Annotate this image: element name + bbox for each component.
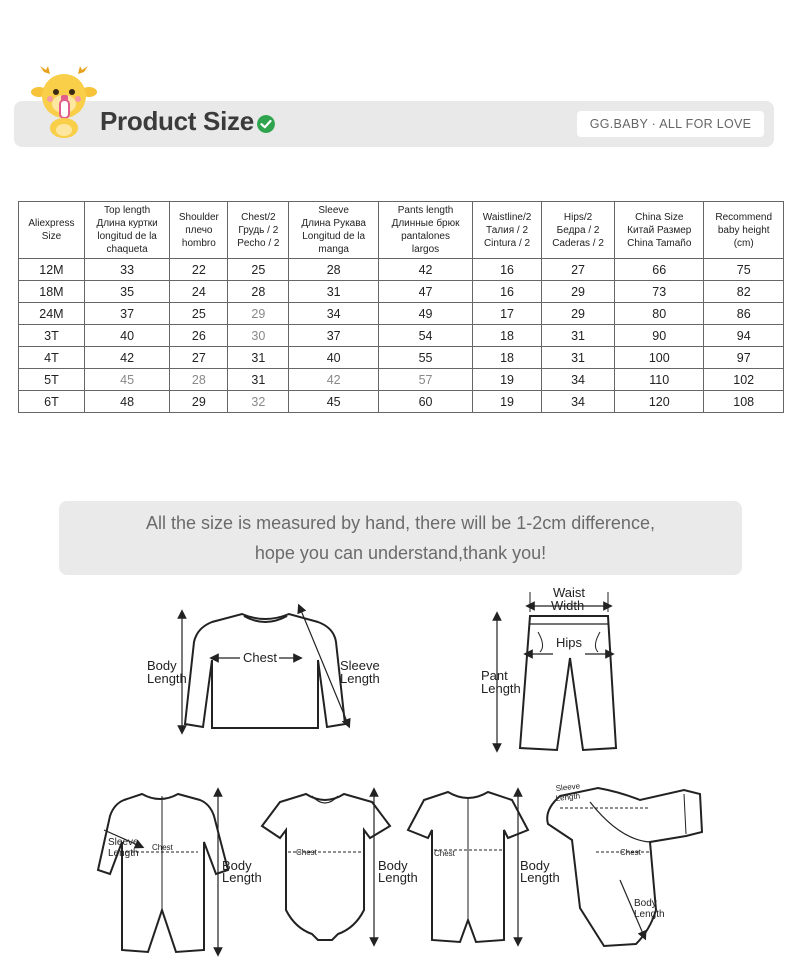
- measurement-cell: 94: [704, 325, 784, 347]
- measurement-cell: 57: [379, 369, 473, 391]
- measurement-cell: 86: [704, 303, 784, 325]
- romper-sleeve-label-2: Length: [108, 848, 139, 859]
- size-cell: 6T: [19, 391, 85, 413]
- top-body-length-label-1: Body: [147, 658, 177, 673]
- measurement-cell: 54: [379, 325, 473, 347]
- measurement-cell: 60: [379, 391, 473, 413]
- table-row: [19, 281, 784, 303]
- table-row: [19, 303, 784, 325]
- measurement-cell: 40: [289, 347, 379, 369]
- column-header-line: Recommend: [715, 211, 773, 223]
- measurement-cell: 35: [84, 281, 169, 303]
- measurement-cell: 26: [170, 325, 228, 347]
- measurement-cell: 82: [704, 281, 784, 303]
- top-chest-label: Chest: [243, 650, 277, 665]
- measurement-cell: 19: [473, 369, 542, 391]
- column-header-line: Hips/2: [563, 211, 593, 223]
- column-header-line: Pecho / 2: [237, 237, 280, 249]
- measurement-cell: 45: [289, 391, 379, 413]
- size-cell: 4T: [19, 347, 85, 369]
- column-header-line: hombro: [181, 237, 216, 249]
- measurement-cell: 29: [228, 303, 289, 325]
- measurement-cell: 40: [84, 325, 169, 347]
- size-cell: 24M: [19, 303, 85, 325]
- measurement-cell: 22: [170, 259, 228, 281]
- measurement-cell: 17: [473, 303, 542, 325]
- measurement-cell: 66: [615, 259, 704, 281]
- pants-length-label-1: Pant: [481, 668, 508, 683]
- measurement-cell: 80: [615, 303, 704, 325]
- column-header-line: chaqueta: [106, 244, 148, 255]
- table-row: [19, 259, 784, 281]
- column-header-line: pantalones: [401, 231, 450, 242]
- romper-body-label-2: Length: [222, 870, 262, 885]
- table-row: [19, 369, 784, 391]
- column-header-line: Длинные брюк: [391, 218, 460, 229]
- check-circle-icon: [257, 115, 275, 133]
- column-header: [542, 202, 615, 259]
- measurement-cell: 27: [170, 347, 228, 369]
- measurement-cell: 73: [615, 281, 704, 303]
- kimono-sleeve-label-2: Length: [555, 791, 581, 803]
- measurement-cell: 25: [170, 303, 228, 325]
- size-cell: 5T: [19, 369, 85, 391]
- measurement-cell: 31: [542, 325, 615, 347]
- table-header-row: [19, 202, 784, 259]
- size-cell: 12M: [19, 259, 85, 281]
- measurement-diagrams: [0, 580, 790, 967]
- measurement-cell: 45: [84, 369, 169, 391]
- column-header-line: Длина Рукава: [301, 218, 366, 229]
- measurement-cell: 19: [473, 391, 542, 413]
- table-row: [19, 347, 784, 369]
- measurement-cell: 108: [704, 391, 784, 413]
- column-header-line: Chest/2: [241, 211, 276, 223]
- column-header: [19, 202, 85, 259]
- column-header-line: China Size: [635, 211, 684, 223]
- measurement-cell: 55: [379, 347, 473, 369]
- column-header-line: Top length: [104, 205, 151, 216]
- column-header-line: Талия / 2: [486, 224, 528, 236]
- column-header: [704, 202, 784, 259]
- short-romper-body-label-1: Body: [520, 858, 550, 873]
- measurement-cell: 49: [379, 303, 473, 325]
- measurement-cell: 97: [704, 347, 784, 369]
- column-header-line: Бедра / 2: [556, 224, 600, 236]
- kimono-diagram: [547, 788, 702, 946]
- measurement-cell: 29: [542, 281, 615, 303]
- column-header-line: largos: [411, 244, 440, 255]
- measurement-cell: 28: [228, 281, 289, 303]
- measurement-cell: 37: [84, 303, 169, 325]
- column-header-line: Длина куртки: [96, 218, 158, 229]
- column-header-line: Longitud de la: [302, 231, 366, 242]
- measurement-cell: 34: [289, 303, 379, 325]
- measurement-cell: 30: [228, 325, 289, 347]
- column-header: [228, 202, 289, 259]
- pants-waist-label-2: Width: [551, 598, 585, 613]
- measurement-cell: 16: [473, 281, 542, 303]
- measurement-cell: 75: [704, 259, 784, 281]
- brand-slogan: GG.BABY · ALL FOR LOVE: [577, 111, 764, 137]
- column-header-line: baby height: [717, 224, 770, 236]
- measurement-cell: 48: [84, 391, 169, 413]
- measurement-cell: 32: [228, 391, 289, 413]
- column-header-line: Pants length: [397, 205, 454, 216]
- measurement-cell: 31: [542, 347, 615, 369]
- measurement-cell: 120: [615, 391, 704, 413]
- romper-sleeve-label-1: Sleeve: [108, 837, 139, 848]
- column-header-line: Aliexpress: [28, 218, 75, 229]
- kimono-body-label-2: Length: [634, 909, 665, 920]
- measurement-cell: 16: [473, 259, 542, 281]
- bodysuit-body-label-1: Body: [378, 858, 408, 873]
- measurement-cell: 34: [542, 369, 615, 391]
- romper-diagram: [98, 794, 228, 952]
- romper-chest-label: Chest: [152, 843, 173, 852]
- top-body-length-label-2: Length: [147, 671, 187, 686]
- table-row: [19, 391, 784, 413]
- measurement-cell: 102: [704, 369, 784, 391]
- table-row: [19, 325, 784, 347]
- measurement-cell: 100: [615, 347, 704, 369]
- column-header-line: Cintura / 2: [483, 237, 531, 249]
- column-header-line: плечо: [185, 224, 213, 236]
- measurement-cell: 37: [289, 325, 379, 347]
- measurement-cell: 29: [170, 391, 228, 413]
- measurement-cell: 110: [615, 369, 704, 391]
- top-sleeve-length-label-2: Length: [340, 671, 380, 686]
- column-header-line: Грудь / 2: [238, 224, 279, 236]
- column-header-line: China Tamaño: [627, 237, 692, 249]
- kimono-sleeve-label-1: Sleeve: [555, 781, 581, 793]
- pants-waist-label-1: Waist: [553, 585, 586, 600]
- measurement-cell: 18: [473, 347, 542, 369]
- column-header-line: Caderas / 2: [552, 237, 604, 249]
- size-cell: 18M: [19, 281, 85, 303]
- measurement-note: [59, 501, 742, 575]
- pants-length-label-2: Length: [481, 681, 521, 696]
- short-romper-body-label-2: Length: [520, 870, 560, 885]
- measurement-cell: 28: [170, 369, 228, 391]
- column-header-line: longitud de la: [97, 231, 157, 242]
- measurement-cell: 25: [228, 259, 289, 281]
- column-header-line: Shoulder: [178, 211, 219, 223]
- top-diagram: [185, 614, 345, 728]
- page-title: Product Size: [100, 106, 254, 136]
- top-sleeve-length-label-1: Sleeve: [340, 658, 380, 673]
- column-header-line: Китай Размер: [627, 224, 692, 236]
- column-header-line: manga: [318, 244, 349, 255]
- bodysuit-chest-label: Chest: [296, 848, 317, 857]
- measurement-cell: 28: [289, 259, 379, 281]
- measurement-cell: 42: [289, 369, 379, 391]
- measurement-cell: 31: [228, 347, 289, 369]
- size-chart-table: [18, 201, 784, 413]
- bodysuit-body-label-2: Length: [378, 870, 418, 885]
- romper-body-label-1: Body: [222, 858, 252, 873]
- column-header: [379, 202, 473, 259]
- measurement-cell: 27: [542, 259, 615, 281]
- measurement-cell: 90: [615, 325, 704, 347]
- column-header: [170, 202, 228, 259]
- column-header-line: (cm): [733, 237, 754, 249]
- measurement-cell: 29: [542, 303, 615, 325]
- measurement-cell: 31: [228, 369, 289, 391]
- column-header: [289, 202, 379, 259]
- column-header-line: Size: [41, 231, 62, 242]
- kimono-body-label-1: Body: [634, 898, 657, 909]
- column-header: [615, 202, 704, 259]
- column-header-line: Sleeve: [318, 205, 349, 216]
- deer-mascot-icon: [30, 66, 98, 140]
- measurement-cell: 34: [542, 391, 615, 413]
- measurement-cell: 42: [84, 347, 169, 369]
- column-header: [84, 202, 169, 259]
- measurement-cell: 42: [379, 259, 473, 281]
- measurement-cell: 24: [170, 281, 228, 303]
- measurement-cell: 47: [379, 281, 473, 303]
- measurement-cell: 33: [84, 259, 169, 281]
- bodysuit-diagram: [262, 794, 390, 940]
- short-romper-chest-label: Chest: [434, 849, 455, 858]
- short-romper-diagram: [408, 792, 528, 942]
- measurement-cell: 31: [289, 281, 379, 303]
- measurement-cell: 18: [473, 325, 542, 347]
- column-header: [473, 202, 542, 259]
- note-line-2: hope you can understand,thank you!: [254, 543, 547, 563]
- size-cell: 3T: [19, 325, 85, 347]
- pants-hips-label: Hips: [556, 635, 583, 650]
- kimono-chest-label: Chest: [620, 848, 641, 857]
- note-line-1: All the size is measured by hand, there will be 1-2cm difference,: [146, 513, 655, 533]
- column-header-line: Waistline/2: [482, 211, 532, 223]
